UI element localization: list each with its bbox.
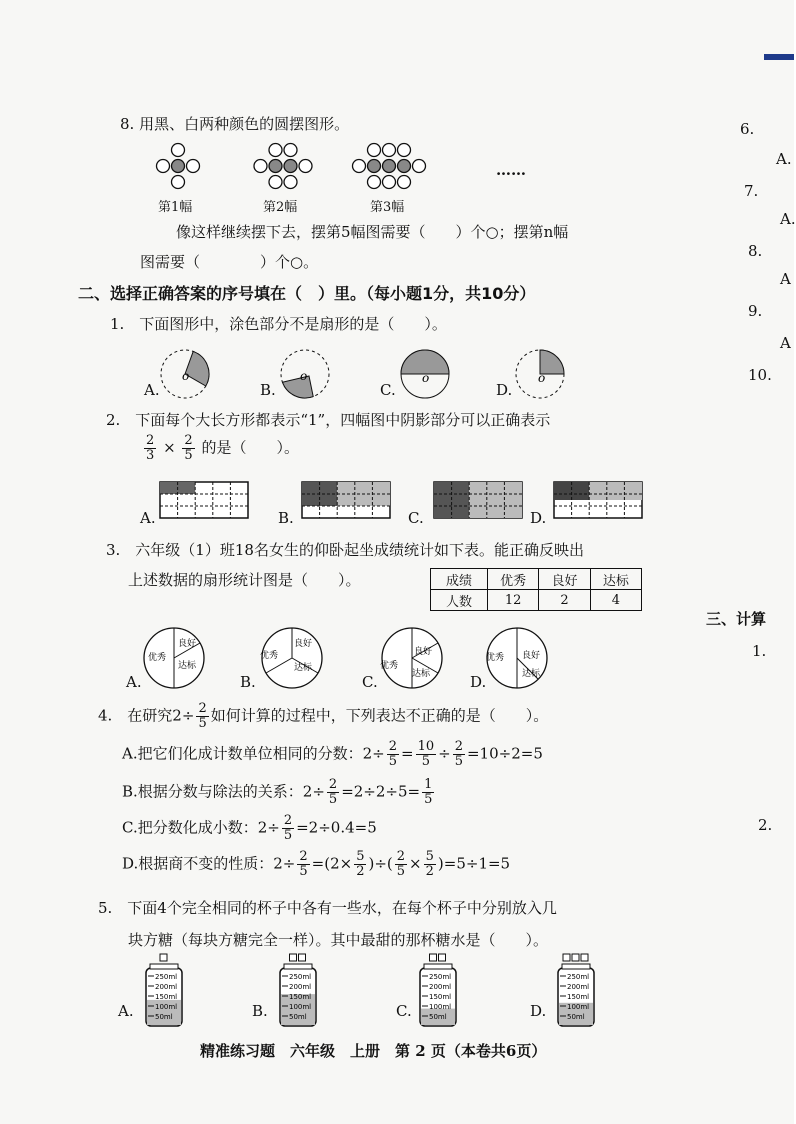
- center-label: o: [422, 371, 430, 385]
- scale-label: 50ml: [429, 1013, 447, 1021]
- section2-title: 二、选择正确答案的序号填在（ ）里。（每小题1分，共10分）: [78, 284, 536, 303]
- pattern-circle: [299, 160, 312, 173]
- pattern-circle: [172, 160, 185, 173]
- pie-label: 优秀: [260, 651, 279, 661]
- pie-label: 优秀: [380, 661, 399, 671]
- pattern-circle: [398, 160, 411, 173]
- q2-fraction-1: $\frac{2}{3}$: [146, 433, 155, 463]
- q1-stem: 1. 下面图形中，涂色部分不是扇形的是（ ）。: [110, 315, 447, 333]
- cup-rim: [284, 964, 312, 969]
- right-item-6a: A.: [776, 150, 792, 168]
- pattern-circle: [383, 160, 396, 173]
- q8-line2: 图需要（ ）个○。: [140, 253, 319, 271]
- page-footer: 精准练习题 六年级 上册 第 2 页（本卷共6页）: [200, 1042, 547, 1060]
- sugar-cube: [430, 954, 437, 961]
- center-label: o: [538, 371, 546, 385]
- sugar-cube: [572, 954, 579, 961]
- q3-option-c: C.: [362, 673, 378, 691]
- pattern-circle: [383, 144, 396, 157]
- right-item-7a: A.: [780, 210, 796, 228]
- shaded-part: [589, 482, 642, 500]
- pattern-circle: [157, 160, 170, 173]
- pie-label: 良好: [178, 639, 197, 649]
- right-item-6: 6.: [740, 120, 755, 138]
- table-cell: 2: [539, 590, 590, 611]
- q3-line1: 3. 六年级（1）班18名女生的仰卧起坐成绩统计如下表。能正确反映出: [106, 541, 584, 559]
- right-item-9a: A: [780, 334, 791, 352]
- pie-label: 达标: [178, 661, 197, 671]
- sugar-cube: [439, 954, 446, 961]
- pie-label: 良好: [294, 639, 313, 649]
- scale-label: 250ml: [567, 973, 590, 981]
- table-row: [431, 569, 642, 590]
- q8-stem: [120, 114, 349, 134]
- q4-stem: 4. 在研究2÷ $\frac{2}{5}$ 如何计算的过程中，下列表达不正确的是（ ）。: [98, 701, 549, 731]
- q2-option-a: A.: [140, 509, 156, 527]
- q2-times: ×: [163, 438, 176, 457]
- right-item-7: 7.: [744, 182, 759, 200]
- cup-rim: [424, 964, 452, 969]
- pattern-circle: [269, 176, 282, 189]
- q4-option-c: C.把分数化成小数：2÷ $\frac{2}{5}$ =2÷0.4=5: [122, 813, 377, 843]
- corner-mark: [764, 54, 794, 60]
- q5-option-d: D.: [530, 1002, 547, 1020]
- q5-option-a: A.: [118, 1002, 134, 1020]
- pie-label: 良好: [522, 651, 541, 661]
- pattern-circle: [398, 176, 411, 189]
- pattern-circle: [172, 144, 185, 157]
- right-sub-2: 2.: [758, 816, 773, 834]
- scale-label: 50ml: [155, 1013, 173, 1021]
- q1-option-a: A.: [144, 381, 160, 399]
- q3-option-a: A.: [126, 673, 142, 691]
- pattern-circle: [284, 176, 297, 189]
- shaded-region: [282, 376, 313, 398]
- table-cell: 良好: [539, 569, 590, 590]
- scale-label: 100ml: [155, 1003, 178, 1011]
- q3-score-table: [430, 568, 642, 611]
- table-cell: 成绩: [431, 569, 488, 590]
- table-cell: 12: [488, 590, 539, 611]
- right-item-9: 9.: [748, 302, 763, 320]
- pattern-circle: [368, 144, 381, 157]
- sugar-cube: [563, 954, 570, 961]
- scale-label: 200ml: [567, 983, 590, 991]
- q2-line2: [142, 434, 299, 463]
- sugar-cube: [160, 954, 167, 961]
- pattern-circle: [413, 160, 426, 173]
- pattern-circle: [187, 160, 200, 173]
- scale-label: 200ml: [289, 983, 312, 991]
- scale-label: 50ml: [289, 1013, 307, 1021]
- pattern-circle: [269, 160, 282, 173]
- q4-option-a: A.把它们化成计数单位相同的分数：2÷ $\frac{2}{5}$ = $\frac{10}{5}$ ÷ $\frac{2}{5}$ =10÷2=5: [122, 739, 543, 769]
- pattern-circle: [269, 144, 282, 157]
- sugar-cube: [299, 954, 306, 961]
- q1-sector-figures: [140, 344, 620, 414]
- cup-rim: [150, 964, 178, 969]
- right-sub-1: 1.: [752, 642, 767, 660]
- right-item-8a: A: [780, 270, 791, 288]
- cup-rim: [562, 964, 590, 969]
- shaded-part: [469, 482, 522, 518]
- q2-fraction-2: $\frac{2}{5}$: [184, 433, 193, 463]
- table-row: [431, 590, 642, 611]
- q3-line2: 上述数据的扇形统计图是（ ）。: [128, 571, 361, 589]
- q8-caption-3: 第3幅: [370, 200, 405, 215]
- scale-label: 50ml: [567, 1013, 585, 1021]
- pattern-circle: [284, 160, 297, 173]
- q2-line2-tail: 的是（ ）。: [201, 438, 299, 457]
- q1-option-d: D.: [496, 381, 513, 399]
- q8-circle-patterns: [140, 142, 700, 202]
- scale-label: 250ml: [289, 973, 312, 981]
- scale-label: 150ml: [155, 993, 178, 1001]
- q5-line1: 5. 下面4个完全相同的杯子中各有一些水，在每个杯子中分别放入几: [98, 899, 557, 917]
- q8-number: 8.: [120, 115, 135, 133]
- pie-label: 良好: [414, 647, 433, 657]
- pattern-circle: [353, 160, 366, 173]
- q2-option-b: B.: [278, 509, 294, 527]
- table-cell: 优秀: [488, 569, 539, 590]
- pattern-circle: [368, 160, 381, 173]
- pie-label: 优秀: [486, 653, 505, 663]
- right-item-8: 8.: [748, 242, 763, 260]
- right-item-10: 10.: [748, 366, 772, 384]
- pattern-circle: [172, 176, 185, 189]
- table-cell: 4: [590, 590, 641, 611]
- q5-line2: 块方糖（每块方糖完全一样）。其中最甜的那杯糖水是（ ）。: [128, 931, 549, 949]
- right-section3-title: 三、计算: [706, 610, 767, 628]
- q4-option-d: D.根据商不变的性质：2÷ $\frac{2}{5}$ =(2× $\frac{5}{2}$ )÷( $\frac{2}{5}$ × $\frac{5}{2}$ )=5÷1=5: [122, 849, 511, 879]
- q3-option-d: D.: [470, 673, 487, 691]
- q5-cup-figures: [140, 952, 610, 1032]
- scale-label: 200ml: [429, 983, 452, 991]
- scale-label: 150ml: [289, 993, 312, 1001]
- pattern-circle: [398, 144, 411, 157]
- q2-option-d: D.: [530, 509, 547, 527]
- q5-option-b: B.: [252, 1002, 268, 1020]
- pie-label: 达标: [294, 663, 313, 673]
- table-cell: 达标: [590, 569, 641, 590]
- scale-label: 100ml: [567, 1003, 590, 1011]
- scale-label: 250ml: [155, 973, 178, 981]
- scale-label: 100ml: [289, 1003, 312, 1011]
- q3-option-b: B.: [240, 673, 256, 691]
- table-cell: 人数: [431, 590, 488, 611]
- q8-caption-1: 第1幅: [158, 200, 193, 215]
- sugar-cube: [290, 954, 297, 961]
- q4-option-b: B.根据分数与除法的关系：2÷ $\frac{2}{5}$ =2÷2÷5= $\frac{1}{5}$: [122, 777, 433, 807]
- pattern-circle: [284, 144, 297, 157]
- pie-label: 优秀: [148, 653, 167, 663]
- pattern-circle: [254, 160, 267, 173]
- q1-option-c: C.: [380, 381, 396, 399]
- pie-label: 达标: [412, 669, 431, 679]
- q2-line1: 2. 下面每个大长方形都表示“1”，四幅图中阴影部分可以正确表示: [106, 411, 551, 429]
- q8-text: 用黑、白两种颜色的圆摆图形。: [139, 115, 350, 133]
- scale-label: 250ml: [429, 973, 452, 981]
- q8-ellipsis: ……: [496, 161, 526, 179]
- pie-label: 达标: [522, 669, 541, 679]
- center-label: o: [300, 369, 308, 383]
- q8-caption-2: 第2幅: [263, 200, 298, 215]
- sugar-cube: [581, 954, 588, 961]
- q8-line1: 像这样继续摆下去，摆第5幅图需要（ ）个○；摆第n幅: [176, 223, 569, 241]
- scale-label: 150ml: [567, 993, 590, 1001]
- pattern-circle: [383, 176, 396, 189]
- q1-option-b: B.: [260, 381, 276, 399]
- scale-label: 200ml: [155, 983, 178, 991]
- q5-option-c: C.: [396, 1002, 412, 1020]
- scale-label: 150ml: [429, 993, 452, 1001]
- q2-option-c: C.: [408, 509, 424, 527]
- center-label: o: [182, 369, 190, 383]
- pattern-circle: [368, 176, 381, 189]
- scale-label: 100ml: [429, 1003, 452, 1011]
